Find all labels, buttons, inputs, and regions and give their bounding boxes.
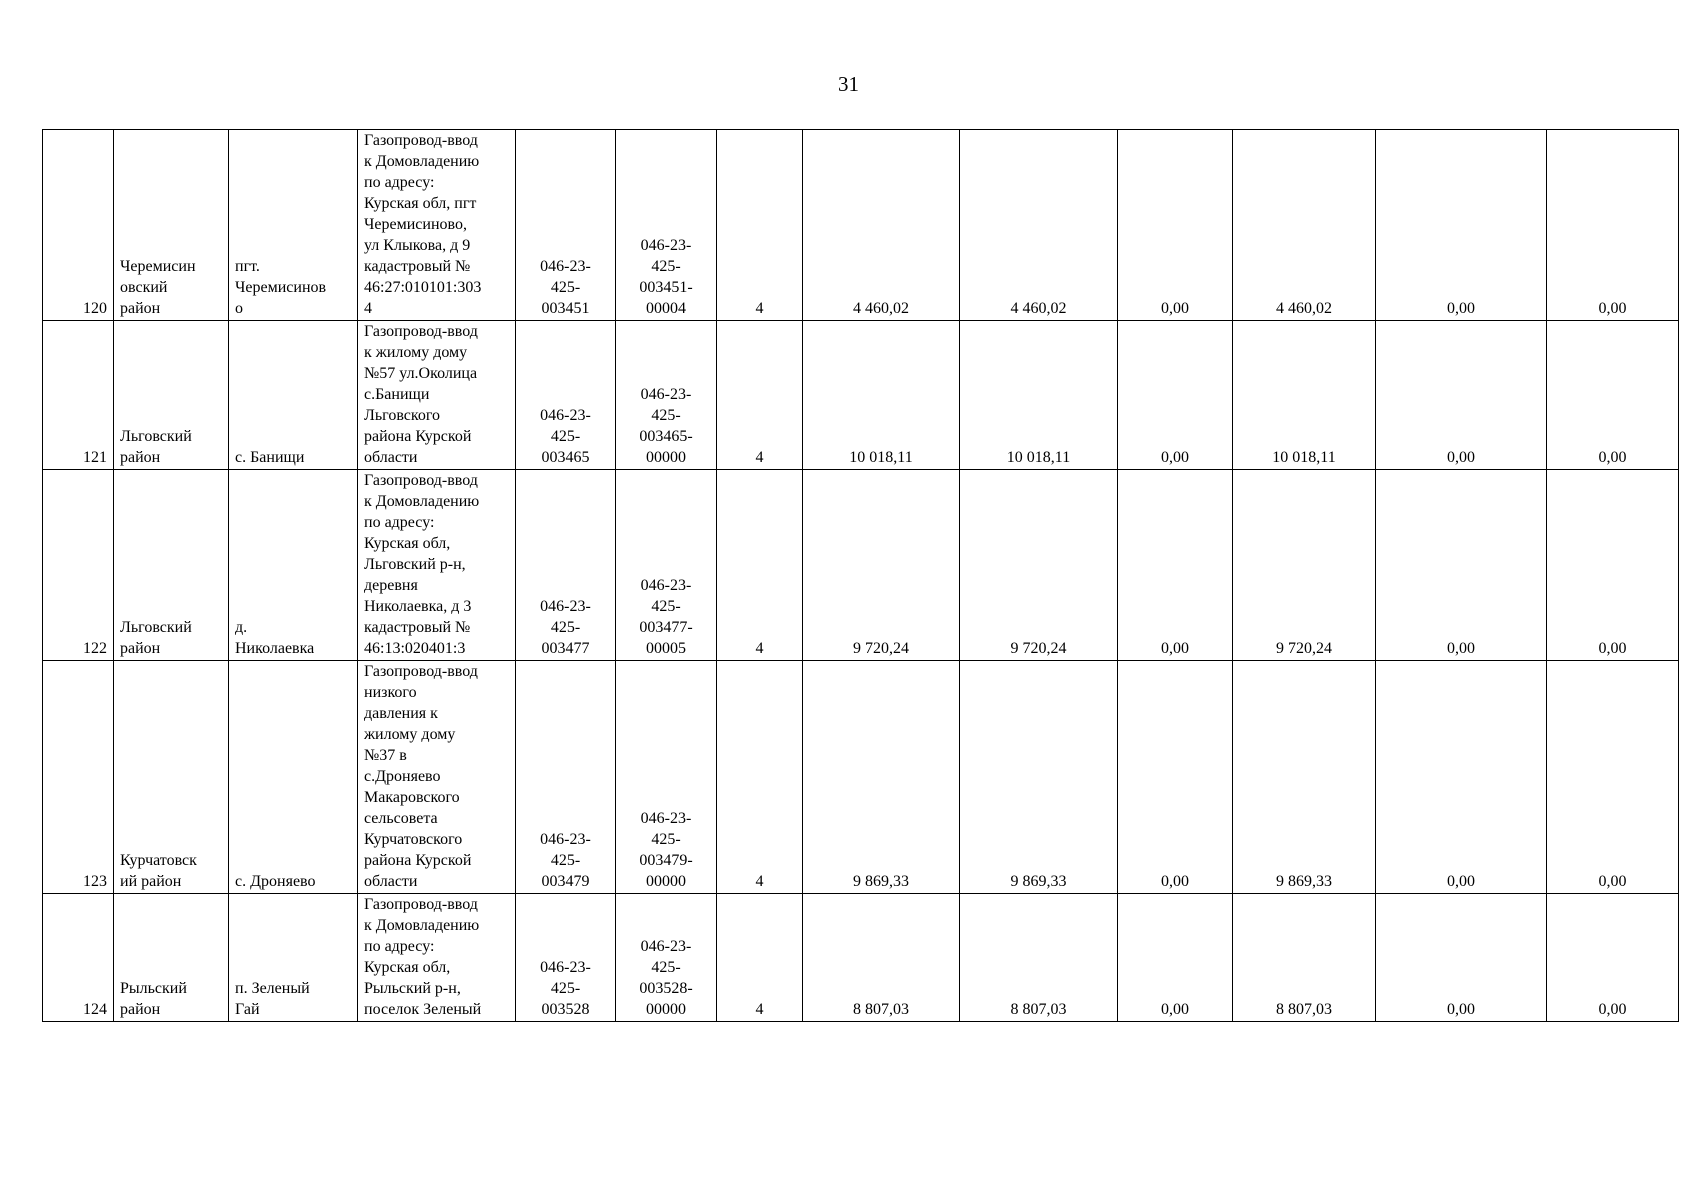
amount-cell: 9 869,33 (960, 661, 1118, 894)
district-cell: Курчатовск ий район (114, 661, 229, 894)
amount-cell: 10 018,11 (803, 321, 960, 470)
amount-cell: 8 807,03 (960, 894, 1118, 1022)
table-row (43, 470, 1679, 661)
district-cell: Рыльский район (114, 894, 229, 1022)
object-description-cell: Газопровод-ввод к Домовладению по адресу: Курская обл, Льговский р-н, деревня Николаевка, д 3 кадастровый № 46:13:020401:3 (358, 470, 516, 661)
row-number: 122 (43, 470, 114, 661)
inventory-code-cell: 046-23- 425- 003451- 00004 (616, 130, 717, 321)
table-row (43, 894, 1679, 1022)
locality-cell: с. Банищи (229, 321, 358, 470)
page-number: 31 (838, 72, 859, 96)
object-description-cell: Газопровод-ввод к Домовладению по адресу: Курская обл, пгт Черемисиново, ул Клыкова, д 9 кадастровый № 46:27:010101:303 4 (358, 130, 516, 321)
amount-cell: 0,00 (1547, 470, 1679, 661)
amount-cell: 0,00 (1118, 321, 1233, 470)
amount-cell: 0,00 (1376, 661, 1547, 894)
table-row (43, 130, 1679, 321)
row-number: 123 (43, 661, 114, 894)
amount-cell: 0,00 (1376, 470, 1547, 661)
amount-cell: 0,00 (1118, 894, 1233, 1022)
amount-cell: 4 460,02 (803, 130, 960, 321)
row-number: 124 (43, 894, 114, 1022)
amount-cell: 0,00 (1547, 321, 1679, 470)
amount-cell: 10 018,11 (960, 321, 1118, 470)
amount-cell: 0,00 (1118, 661, 1233, 894)
object-description-cell (358, 894, 516, 1022)
locality-cell: д. Николаевка (229, 470, 358, 661)
inventory-code-cell: 046-23- 425- 003479- 00000 (616, 661, 717, 894)
row-number: 120 (43, 130, 114, 321)
amount-cell: 10 018,11 (1233, 321, 1376, 470)
amount-cell: 0,00 (1547, 661, 1679, 894)
quantity-cell: 4 (717, 661, 803, 894)
district-cell: Льговский район (114, 470, 229, 661)
locality-cell: с. Дроняево (229, 661, 358, 894)
amount-cell: 0,00 (1118, 130, 1233, 321)
object-description-cell: Газопровод-ввод к жилому дому №57 ул.Околица с.Банищи Льговского района Курской области (358, 321, 516, 470)
inventory-code-cell: 046-23- 425- 003465- 00000 (616, 321, 717, 470)
amount-cell: 9 720,24 (1233, 470, 1376, 661)
amount-cell: 0,00 (1547, 130, 1679, 321)
row-number: 121 (43, 321, 114, 470)
amount-cell: 4 460,02 (960, 130, 1118, 321)
inventory-code-cell: 046-23- 425- 003528- 00000 (616, 894, 717, 1022)
amount-cell: 0,00 (1547, 894, 1679, 1022)
amount-cell: 9 720,24 (803, 470, 960, 661)
locality-cell: пгт. Черемисинов о (229, 130, 358, 321)
amount-cell: 9 720,24 (960, 470, 1118, 661)
quantity-cell: 4 (717, 130, 803, 321)
district-cell: Льговский район (114, 321, 229, 470)
amount-cell: 0,00 (1376, 321, 1547, 470)
table-row (43, 661, 1679, 894)
object-code-cell: 046-23- 425- 003451 (516, 130, 616, 321)
amount-cell: 0,00 (1376, 130, 1547, 321)
object-code-cell: 046-23- 425- 003528 (516, 894, 616, 1022)
object-code-cell: 046-23- 425- 003479 (516, 661, 616, 894)
registry-table (42, 129, 1679, 1022)
table-row (43, 321, 1679, 470)
object-code-cell: 046-23- 425- 003465 (516, 321, 616, 470)
inventory-code-cell: 046-23- 425- 003477- 00005 (616, 470, 717, 661)
amount-cell: 4 460,02 (1233, 130, 1376, 321)
object-description-text: Газопровод-ввод к Домовладению по адресу: Курская обл, Рыльский р-н, поселок Зеленый (364, 896, 482, 1018)
object-description-cell: Газопровод-ввод низкого давления к жилому дому №37 в с.Дроняево Макаровского сельсовета Курчатовского района Курской области (358, 661, 516, 894)
quantity-cell: 4 (717, 894, 803, 1022)
amount-cell: 8 807,03 (1233, 894, 1376, 1022)
quantity-cell: 4 (717, 470, 803, 661)
district-cell: Черемисин овский район (114, 130, 229, 321)
amount-cell: 0,00 (1118, 470, 1233, 661)
quantity-cell: 4 (717, 321, 803, 470)
object-code-cell: 046-23- 425- 003477 (516, 470, 616, 661)
amount-cell: 8 807,03 (803, 894, 960, 1022)
locality-cell: п. Зеленый Гай (229, 894, 358, 1022)
amount-cell: 0,00 (1376, 894, 1547, 1022)
amount-cell: 9 869,33 (1233, 661, 1376, 894)
amount-cell: 9 869,33 (803, 661, 960, 894)
